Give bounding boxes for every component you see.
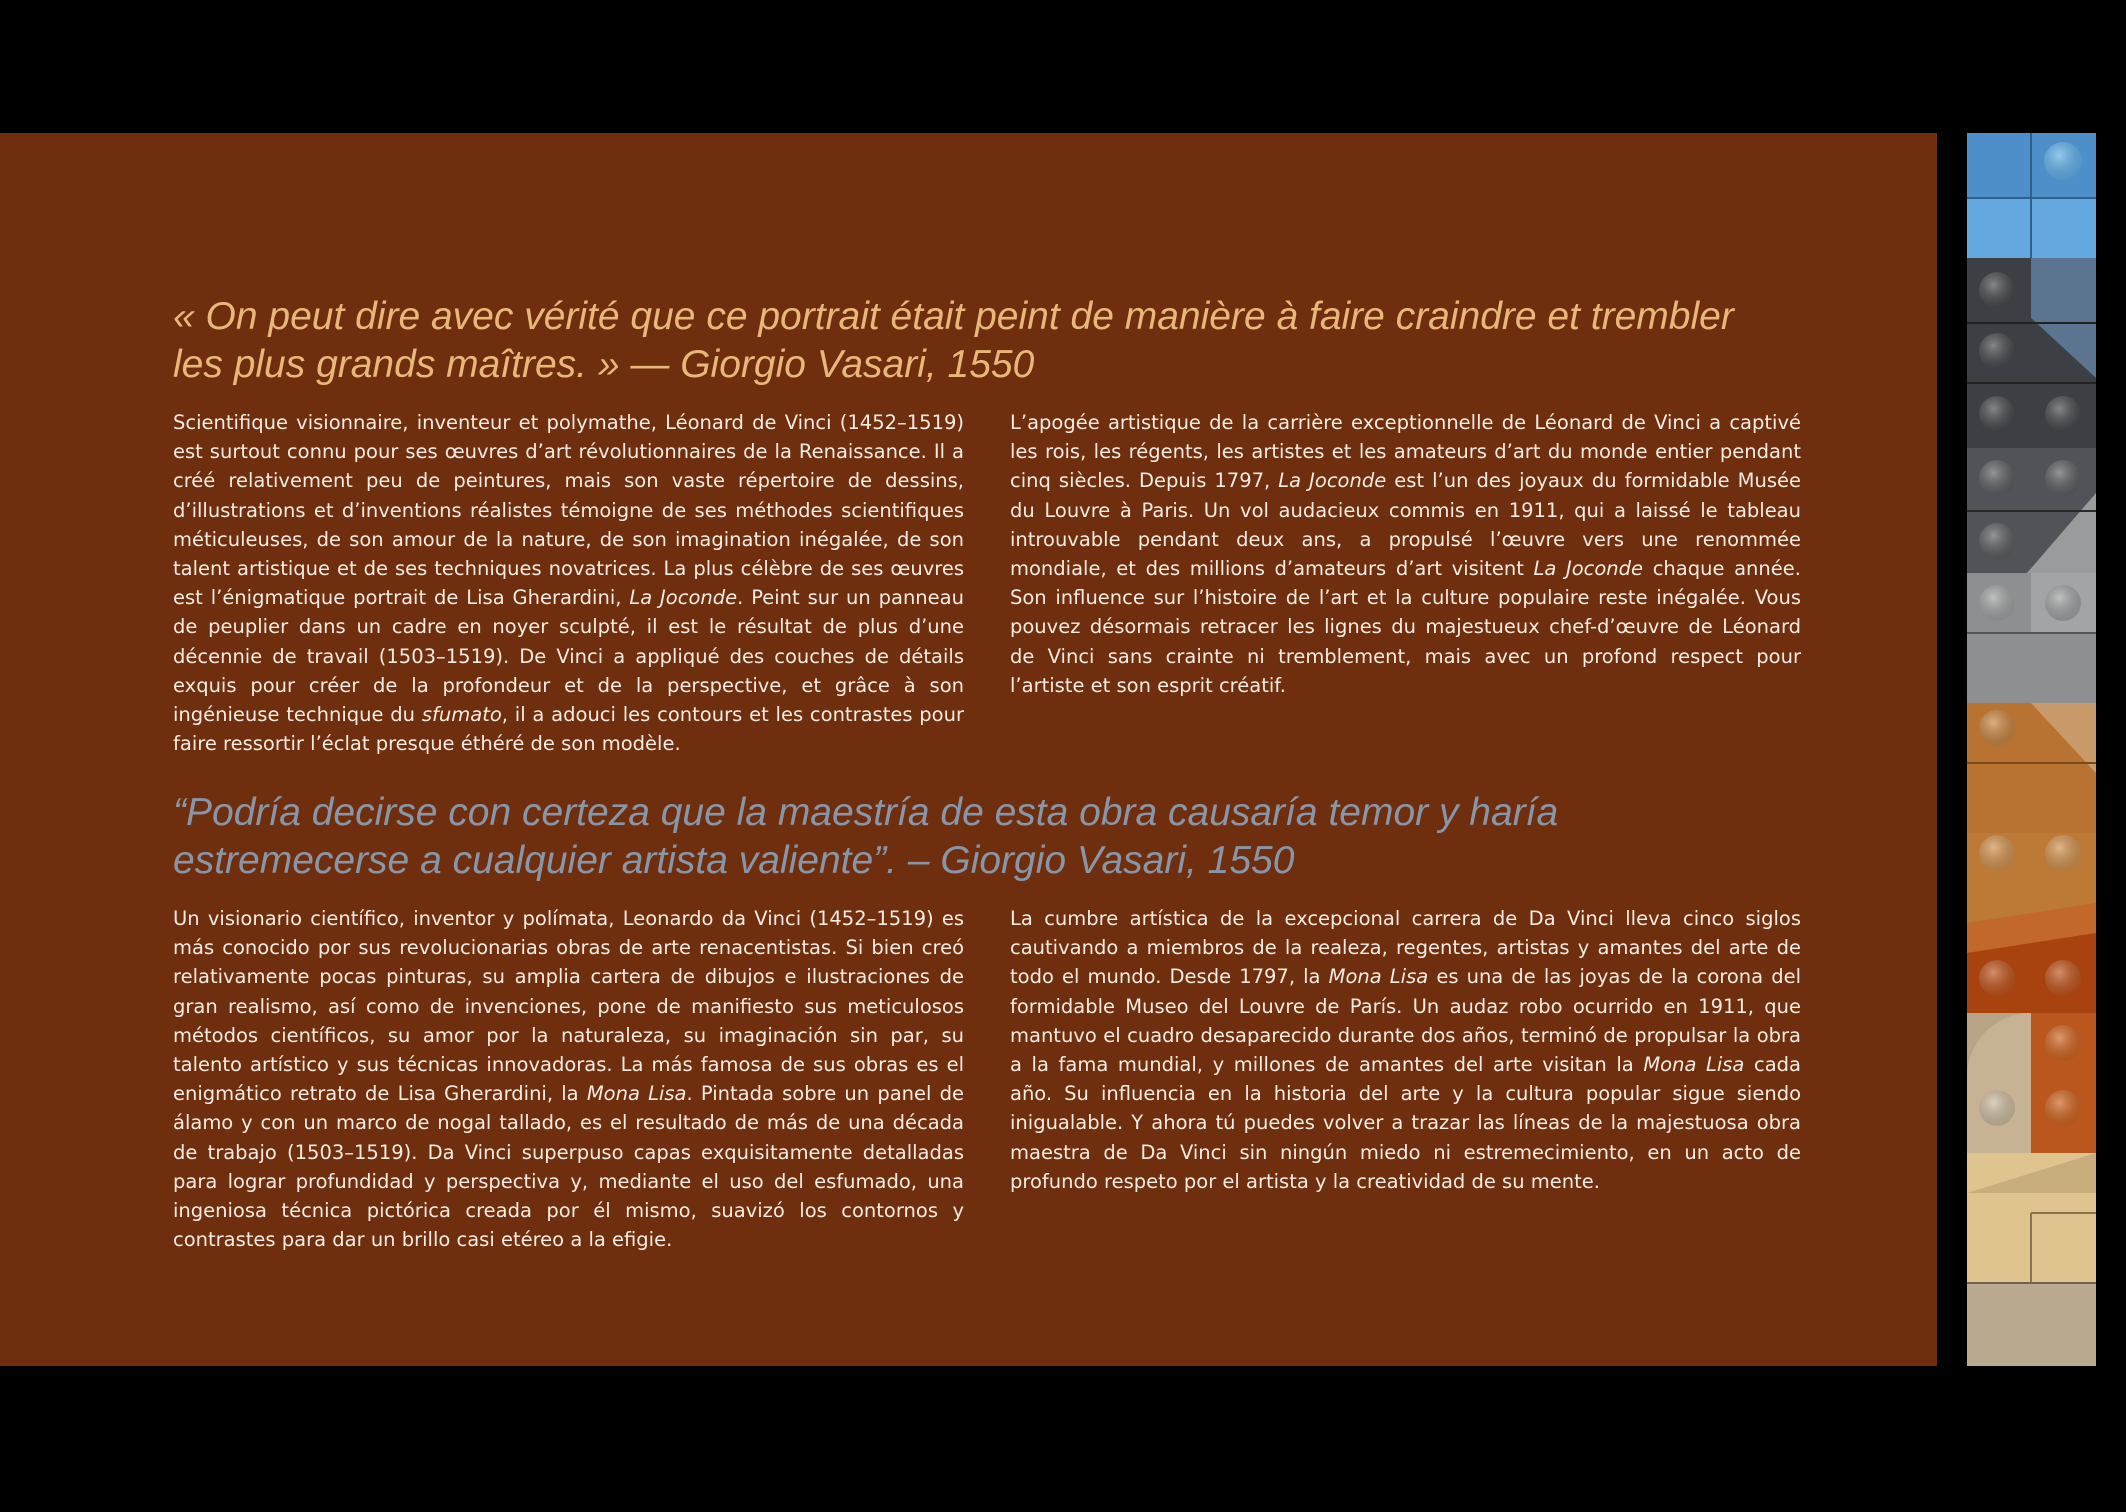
italic-title: Mona Lisa bbox=[1328, 965, 1429, 989]
quote-spanish: “Podría decirse con certeza que la maestría de esta obra causaría temor y haría estremecerse a cualquier artista valiente”. – Giorgio Vasari, 1550 bbox=[173, 791, 1559, 882]
booklet-page bbox=[0, 133, 1937, 1366]
lego-brick-mosaic-strip bbox=[1967, 133, 2096, 1366]
text-run: Un visionario científico, inventor y polímata, Leonardo da Vinci (1452–1519) es más conocido por sus revolucionarias obras de arte renacentistas. Si bien creó relativamente pocas pinturas, su amplia cartera de dibujos e ilustraciones de gran realismo, así como de invenciones, pone de manifiesto sus meticulosos métodos científicos, su amor por la naturaleza, su imaginación sin par, su talento artístico y sus técnicas innovadoras. La más famosa de sus obras es el enigmático retrato de Lisa Gherardini, la bbox=[173, 907, 964, 1106]
italic-title: La Joconde bbox=[629, 586, 738, 610]
lego-mosaic-icon bbox=[1967, 133, 2096, 1366]
quote-french: « On peut dire avec vérité que ce portrait était peint de manière à faire craindre et trembler les plus grands maîtres. » — Giorgio Vasari, 1550 bbox=[173, 295, 1734, 386]
italic-title: La Joconde bbox=[1278, 469, 1387, 493]
text-run: La cumbre artística de la excepcional carrera de Da Vinci lleva cinco siglos cautivando a miembros de la realeza, regentes, artistas y amantes del arte de todo el mundo. Desde 1797, la bbox=[1010, 907, 1801, 989]
text-run: . Peint sur un panneau de peuplier dans un cadre en noyer sculpté, il est le résultat de plus d’une décennie de travail (1503–1519). De Vinci a appliqué des couches de détails exquis pour créer de la profondeur et de la perspective, et grâce à son ingénieuse technique du bbox=[173, 586, 964, 727]
text-run: L’apogée artistique de la carrière exceptionnelle de Léonard de Vinci a captivé les rois, les régents, les artistes et les amateurs d’art du monde entier pendant cinq siècles. Depuis 1797, bbox=[1010, 411, 1801, 493]
text-run: Scientifique visionnaire, inventeur et polymathe, Léonard de Vinci (1452–1519) est surtout connu pour ses œuvres d’art révolutionnaires de la Renaissance. Il a créé relativement peu de peintures, mais son vaste répertoire de dessins, d’illustrations et d’inventions réalistes témoigne de ses méthodes scientifiques méticuleuses, de son amour de la nature, de son imagination inégalée, de son talent artistique et de ses techniques novatrices. La plus célèbre de ses œuvres est l’énigmatique portrait de Lisa Gherardini, bbox=[173, 411, 964, 610]
text-run: es una de las joyas de la corona del formidable Museo del Louvre de París. Un audaz robo ocurrido en 1911, que mantuvo el cuadro desaparecido durante dos años, terminó de propulsar la obra a la fama mundial, y millones de amantes del arte visitan la bbox=[1010, 965, 1801, 1077]
italic-title: Mona Lisa bbox=[1643, 1053, 1745, 1077]
text-run: cada año. Su influencia en la historia del arte y la cultura popular sigue siendo inigualable. Y ahora tú puedes volver a trazar las líneas de la majestuosa obra maestra de Da Vinci sin ningún miedo ni estremecimiento, en un acto de profundo respeto por el artista y la creatividad de su mente. bbox=[1010, 1053, 1801, 1193]
body-french-left bbox=[173, 408, 964, 758]
italic-title: Mona Lisa bbox=[586, 1082, 687, 1106]
body-french-right bbox=[1010, 408, 1801, 700]
text-run: chaque année. Son influence sur l’histoire de l’art et la culture populaire reste inégalée. Vous pouvez désormais retracer les lignes du majestueux chef-d’œuvre de Léonard de Vinci sans crainte ni tremblement, mais avec un profond respect pour l’artiste et son esprit créatif. bbox=[1010, 557, 1801, 697]
text-run: , il a adouci les contours et les contrastes pour faire ressortir l’éclat presque éthéré de son modèle. bbox=[173, 703, 964, 756]
italic-term: sfumato bbox=[421, 703, 502, 727]
body-spanish-right bbox=[1010, 904, 1801, 1196]
text-run: est l’un des joyaux du formidable Musée du Louvre à Paris. Un vol audacieux commis en 1911, qui a laissé le tableau introuvable pendant deux ans, a propulsé l’œuvre vers une renommée mondiale, et des millions d’amateurs d’art visitent bbox=[1010, 469, 1802, 581]
italic-title: La Joconde bbox=[1533, 557, 1644, 581]
text-run: . Pintada sobre un panel de álamo y con un marco de nogal tallado, es el resultado de más de una década de trabajo (1503–1519). Da Vinci superpuso capas exquisitamente detalladas para lograr profundidad y perspectiva y, mediante el uso del esfumado, una ingeniosa técnica pictórica creada por él mismo, suavizó los contornos y contrastes para dar un brillo casi etéreo a la efigie. bbox=[173, 1082, 965, 1252]
body-spanish-left bbox=[173, 904, 964, 1254]
